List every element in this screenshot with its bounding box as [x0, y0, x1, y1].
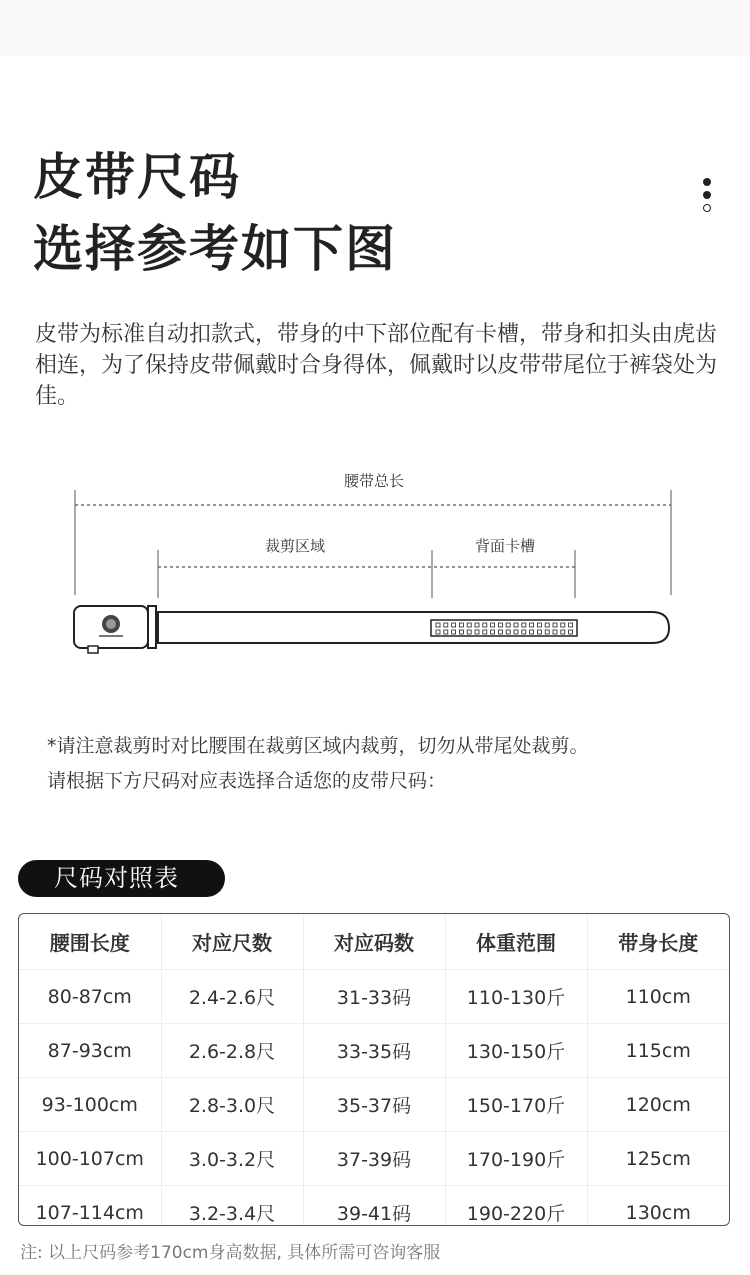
slot-hole: [530, 623, 534, 627]
cell-belt-length: 125cm: [587, 1132, 729, 1186]
cell-chi: 2.4-2.6尺: [161, 970, 303, 1024]
slot-hole: [436, 630, 440, 634]
belt-diagram: [0, 460, 750, 670]
slot-hole: [467, 630, 471, 634]
cell-ma: 37-39码: [303, 1132, 445, 1186]
more-vertical-icon[interactable]: [699, 178, 715, 218]
table-header-row: [19, 914, 729, 970]
cell-chi: 3.2-3.4尺: [161, 1186, 303, 1227]
slot-hole: [483, 630, 487, 634]
cell-weight: 150-170斤: [445, 1078, 587, 1132]
back-slot-label: 背面卡槽: [474, 537, 536, 555]
cell-ma: 31-33码: [303, 970, 445, 1024]
slot-hole: [545, 630, 549, 634]
cell-belt-length: 120cm: [587, 1078, 729, 1132]
slot-hole: [459, 623, 463, 627]
cell-belt-length: 110cm: [587, 970, 729, 1024]
slot-hole: [483, 623, 487, 627]
header-belt-length: 带身长度: [587, 914, 729, 970]
header-waist: 腰围长度: [49, 931, 130, 955]
page-title-line1: 皮带尺码: [33, 148, 241, 206]
cell-weight: 170-190斤: [445, 1132, 587, 1186]
cell-ma: 35-37码: [303, 1078, 445, 1132]
cell-chi: 3.0-3.2尺: [161, 1132, 303, 1186]
cell-weight: 130-150斤: [445, 1024, 587, 1078]
cell-waist: 100-107cm: [19, 1132, 161, 1186]
slot-hole: [452, 630, 456, 634]
slot-hole: [506, 630, 510, 634]
slot-hole: [530, 630, 534, 634]
slot-hole: [444, 630, 448, 634]
slot-hole: [522, 630, 526, 634]
slot-hole: [561, 623, 565, 627]
page-title-line2: 选择参考如下图: [33, 220, 397, 278]
header-ma: 对应码数: [303, 914, 445, 970]
cut-warning-note: *请注意裁剪时对比腰围在裁剪区域内裁剪，切勿从带尾处裁剪。: [47, 735, 589, 757]
cell-waist: 80-87cm: [19, 970, 161, 1024]
buckle-latch: [88, 646, 98, 653]
slot-hole: [459, 630, 463, 634]
cell-waist: 107-114cm: [19, 1186, 161, 1227]
cell-waist: 87-93cm: [19, 1024, 161, 1078]
slot-hole: [498, 623, 502, 627]
slot-hole: [561, 630, 565, 634]
slot-hole: [553, 623, 557, 627]
top-bar: [0, 0, 750, 56]
table-row: [19, 1078, 729, 1132]
slot-hole: [444, 623, 448, 627]
belt-strap: [158, 612, 669, 643]
slot-hole: [553, 630, 557, 634]
dot: [703, 191, 711, 199]
dot: [703, 178, 711, 186]
cell-ma: 33-35码: [303, 1024, 445, 1078]
header-weight: 体重范围: [445, 914, 587, 970]
slot-hole: [475, 630, 479, 634]
cell-weight: 190-220斤: [445, 1186, 587, 1227]
cell-belt-length: 130cm: [587, 1186, 729, 1227]
header-chi: 对应尺数: [161, 914, 303, 970]
slot-hole: [514, 623, 518, 627]
dot: [703, 204, 711, 212]
size-guide-note: 请根据下方尺码对应表选择合适您的皮带尺码：: [47, 770, 447, 792]
size-table: [18, 913, 730, 1226]
slot-hole: [569, 623, 573, 627]
slot-hole: [545, 623, 549, 627]
cell-ma: 39-41码: [303, 1186, 445, 1227]
slot-hole: [506, 623, 510, 627]
description-text: 皮带为标准自动扣款式，带身的中下部位配有卡槽，带身和扣头由虎齿相连，为了保持皮带佩戴时合身得体，佩戴时以皮带带尾位于裤袋处为佳。: [35, 322, 718, 409]
cell-belt-length: 115cm: [587, 1024, 729, 1078]
table-row: [19, 970, 729, 1024]
table-row: [19, 1186, 729, 1227]
slot-hole: [537, 630, 541, 634]
slot-hole: [514, 630, 518, 634]
table-row: [19, 1024, 729, 1078]
slot-hole: [467, 623, 471, 627]
cell-chi: 2.8-3.0尺: [161, 1078, 303, 1132]
table-row: [19, 1132, 729, 1186]
slot-hole: [569, 630, 573, 634]
size-table-grid: [19, 914, 729, 1226]
slot-hole: [452, 623, 456, 627]
slot-hole: [436, 623, 440, 627]
slot-hole: [522, 623, 526, 627]
slot-hole: [475, 623, 479, 627]
slot-hole: [537, 623, 541, 627]
buckle-hinge: [148, 606, 156, 648]
cell-weight: 110-130斤: [445, 970, 587, 1024]
total-length-label: 腰带总长: [343, 472, 405, 490]
slot-hole: [498, 630, 502, 634]
cut-zone-label: 裁剪区域: [264, 537, 326, 555]
cell-waist: 93-100cm: [19, 1078, 161, 1132]
slot-hole: [491, 623, 495, 627]
size-table-title: 尺码对照表: [18, 860, 225, 897]
cell-chi: 2.6-2.8尺: [161, 1024, 303, 1078]
slot-hole: [491, 630, 495, 634]
footnote: 注: 以上尺码参考170cm身高数据, 具体所需可咨询客服: [20, 1243, 441, 1263]
